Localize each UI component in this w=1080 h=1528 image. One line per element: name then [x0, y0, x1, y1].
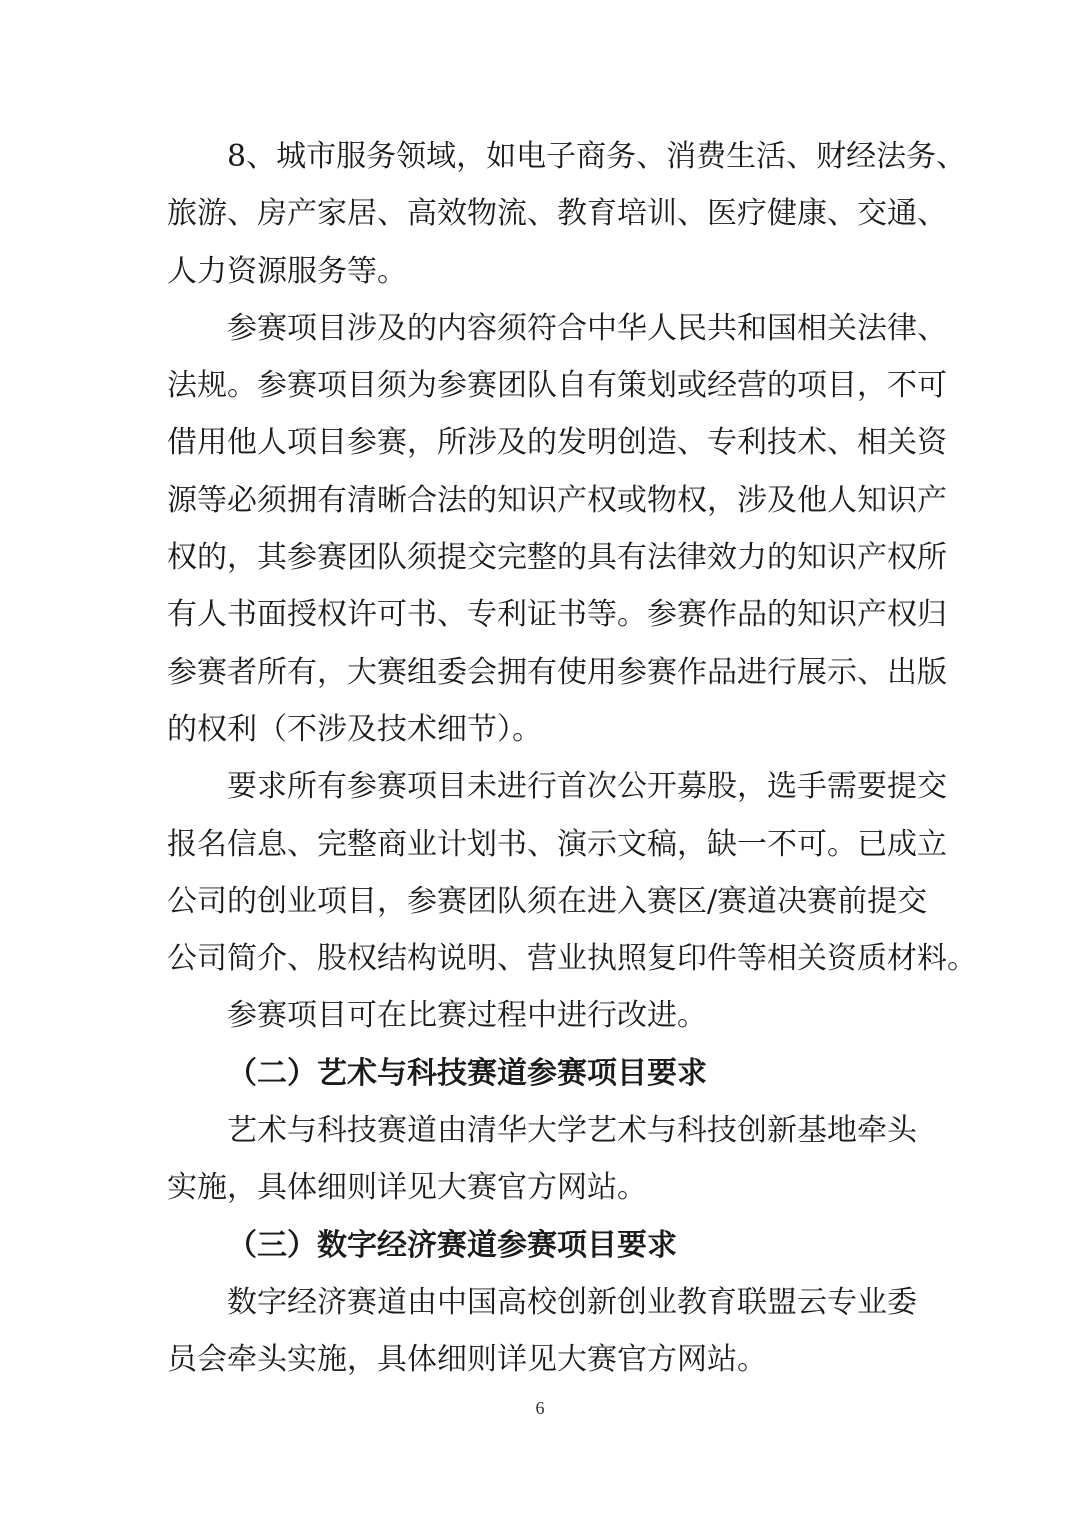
text-line: 的权利（不涉及技术细节）。 [167, 711, 542, 747]
section-heading-digital-economy [167, 1217, 917, 1274]
text-line: 参赛者所有，大赛组委会拥有使用参赛作品进行展示、出版 [167, 654, 947, 690]
text-line: 要求所有参赛项目未进行首次公开募股，选手需要提交 [227, 769, 947, 805]
text-line: 权的，其参赛团队须提交完整的具有法律效力的知识产权所 [167, 540, 947, 576]
paragraph-art-tech [167, 1102, 917, 1217]
text-line: 员会牵头实施，具体细则详见大赛官方网站。 [167, 1342, 767, 1378]
document-body [167, 128, 977, 1389]
text-line: 参赛项目可在比赛过程中进行改进。 [227, 998, 707, 1034]
text-line: 公司简介、股权结构说明、营业执照复印件等相关资质材料。 [167, 941, 977, 977]
text-line: 实施，具体细则详见大赛官方网站。 [167, 1170, 647, 1206]
text-line: 借用他人项目参赛，所涉及的发明创造、专利技术、相关资 [167, 425, 947, 461]
paragraph-improvement [167, 987, 917, 1044]
page-number: 6 [535, 1398, 545, 1418]
paragraph-submission-requirements [167, 758, 977, 987]
text-line: 人力资源服务等。 [167, 253, 407, 289]
text-line: 公司的创业项目，参赛团队须在进入赛区/赛道决赛前提交 [167, 883, 928, 919]
text-line: 法规。参赛项目须为参赛团队自有策划或经营的项目，不可 [167, 368, 947, 404]
text-line: 有人书面授权许可书、专利证书等。参赛作品的知识产权归 [167, 597, 947, 633]
text-line: 旅游、房产家居、高效物流、教育培训、医疗健康、交通、 [167, 196, 947, 232]
heading-line: （三）数字经济赛道参赛项目要求 [227, 1227, 677, 1263]
paragraph-legal-requirements [167, 300, 947, 758]
text-line: 参赛项目涉及的内容须符合中华人民共和国相关法律、 [227, 310, 947, 346]
text-line: 源等必须拥有清晰合法的知识产权或物权，涉及他人知识产 [167, 482, 947, 518]
section-heading-art-tech [167, 1045, 917, 1102]
text-line: 8、城市服务领域，如电子商务、消费生活、财经法务、 [227, 139, 967, 174]
heading-line: （二）艺术与科技赛道参赛项目要求 [227, 1055, 707, 1091]
text-line: 数字经济赛道由中国高校创新创业教育联盟云专业委 [227, 1284, 917, 1320]
paragraph-item-8 [167, 128, 967, 300]
text-line: 艺术与科技赛道由清华大学艺术与科技创新基地牵头 [227, 1113, 917, 1149]
paragraph-digital-economy [167, 1274, 917, 1389]
text-line: 报名信息、完整商业计划书、演示文稿，缺一不可。已成立 [167, 826, 947, 862]
